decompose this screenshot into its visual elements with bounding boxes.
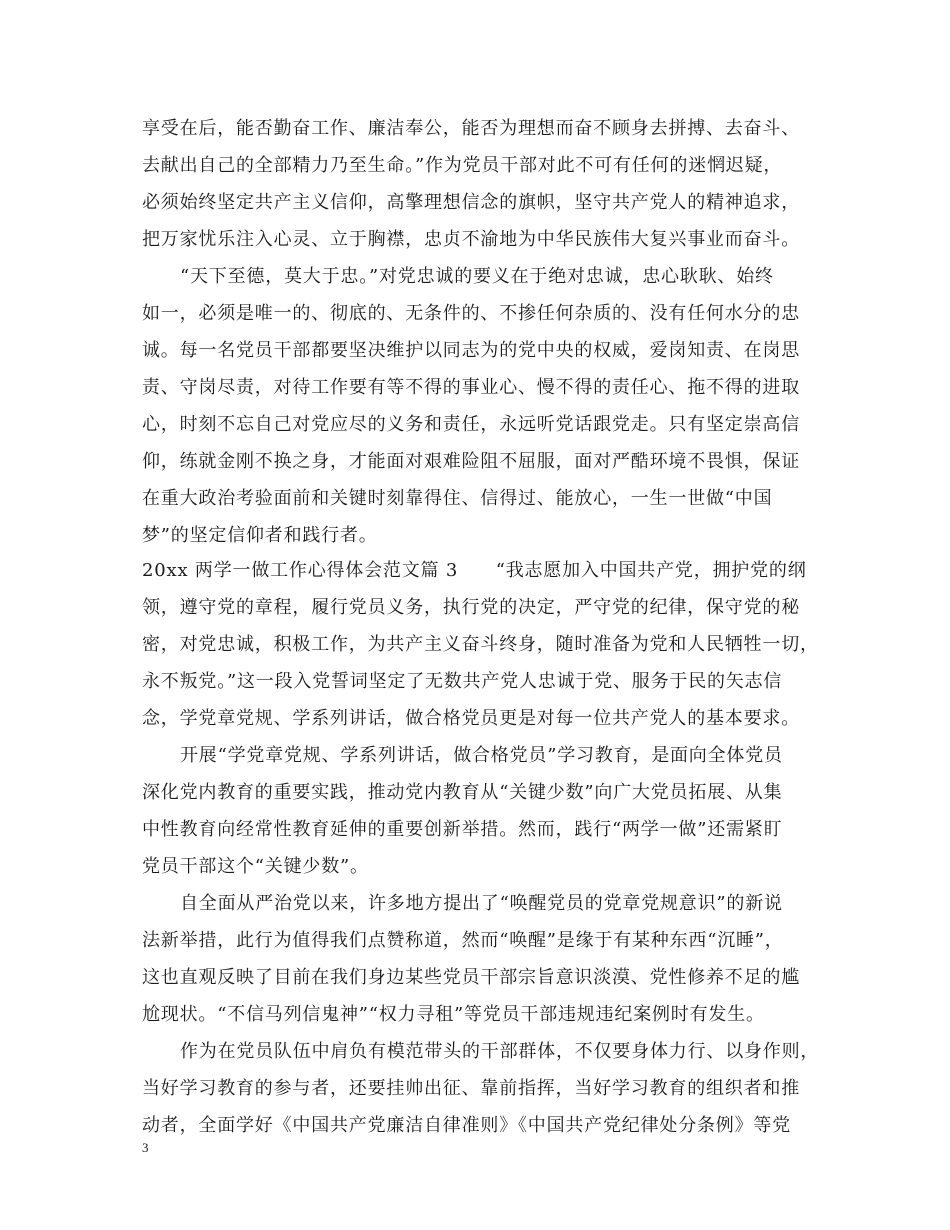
- text-line: 必须始终坚定共产主义信仰，高擎理想信念的旗帜，坚守共产党人的精神追求，: [142, 192, 800, 213]
- text-line: 心，时刻不忘自己对党应尽的义务和责任，永远听党话跟党走。只有坚定崇高信: [142, 414, 800, 435]
- text-line: 在重大政治考验面前和关键时刻靠得住、信得过、能放心，一生一世做“中国: [142, 488, 773, 509]
- text-line: 梦”的坚定信仰者和践行者。: [142, 525, 378, 546]
- text-line: “天下至德，莫大于忠。”对党忠诚的要义在于绝对忠诚，忠心耿耿、始终: [180, 266, 774, 287]
- text-line: 永不叛党。”这一段入党誓词坚定了无数共产党人忠诚于党、服务于民的矢志信: [142, 671, 783, 692]
- text-line: 念，学党章党规、学系列讲话，做合格党员更是对每一位共产党人的基本要求。: [142, 708, 800, 729]
- text-line: 这也直观反映了目前在我们身边某些党员干部宗旨意识淡漠、党性修养不足的尴: [142, 967, 800, 988]
- page-number: 3: [142, 1140, 149, 1155]
- text-line: 当好学习教育的参与者，还要挂帅出征、靠前指挥，当好学习教育的组织者和推: [142, 1078, 800, 1099]
- text-line: 深化党内教育的重要实践，推动党内教育从“关键少数”向广大党员拓展、从集: [142, 782, 783, 803]
- text-line: 诚。每一名党员干部都要坚决维护以同志为的党中央的权威，爱岗知责、在岗思: [142, 340, 800, 361]
- text-line: 中性教育向经常性教育延伸的重要创新举措。然而，践行“两学一做”还需紧盯: [142, 819, 783, 840]
- text-line: 领，遵守党的章程，履行党员义务，执行党的决定，严守党的纪律，保守党的秘: [142, 597, 800, 618]
- text-line: 去献出自己的全部精力乃至生命。”作为党员干部对此不可有任何的迷惘迟疑，: [142, 155, 783, 176]
- text-line: 密，对党忠诚，积极工作，为共产主义奋斗终身，随时准备为党和人民牺牲一切，: [142, 634, 819, 655]
- text-line: 尬现状。“不信马列信鬼神”“权力寻租”等党员干部违规违纪案例时有发生。: [142, 1004, 765, 1025]
- text-line: 享受在后，能否勤奋工作、廉洁奉公，能否为理想而奋不顾身去拼搏、去奋斗、: [142, 118, 800, 139]
- text-line: 如一，必须是唯一的、彻底的、无条件的、不掺任何杂质的、没有任何水分的忠: [142, 303, 800, 324]
- text-line: 作为在党员队伍中肩负有模范带头的干部群体，不仅要身体力行、以身作则，: [180, 1041, 820, 1062]
- text-line: 开展“学党章党规、学系列讲话，做合格党员”学习教育，是面向全体党员: [180, 745, 783, 766]
- text-line: 动者，全面学好《中国共产党廉洁自律准则》《中国共产党纪律处分条例》等党: [142, 1115, 791, 1136]
- text-line: 党员干部这个“关键少数”。: [142, 856, 369, 877]
- section-heading-line: 20xx 两学一做工作心得体会范文篇 3 “我志愿加入中国共产党，拥护党的纲: [142, 560, 807, 581]
- text-line: 法新举措，此行为值得我们点赞称道，然而“唤醒”是缘于有某种东西“沉睡”，: [142, 930, 784, 951]
- text-line: 仰，练就金刚不换之身，才能面对艰难险阻不屈服，面对严酷环境不畏惧，保证: [142, 451, 800, 472]
- text-line: 把万家忧乐注入心灵、立于胸襟，忠贞不渝地为中华民族伟大复兴事业而奋斗。: [142, 229, 800, 250]
- text-line: 责、守岗尽责，对待工作要有等不得的事业心、慢不得的责任心、拖不得的进取: [142, 377, 800, 398]
- text-line: 自全面从严治党以来，许多地方提出了“唤醒党员的党章党规意识”的新说: [180, 893, 783, 914]
